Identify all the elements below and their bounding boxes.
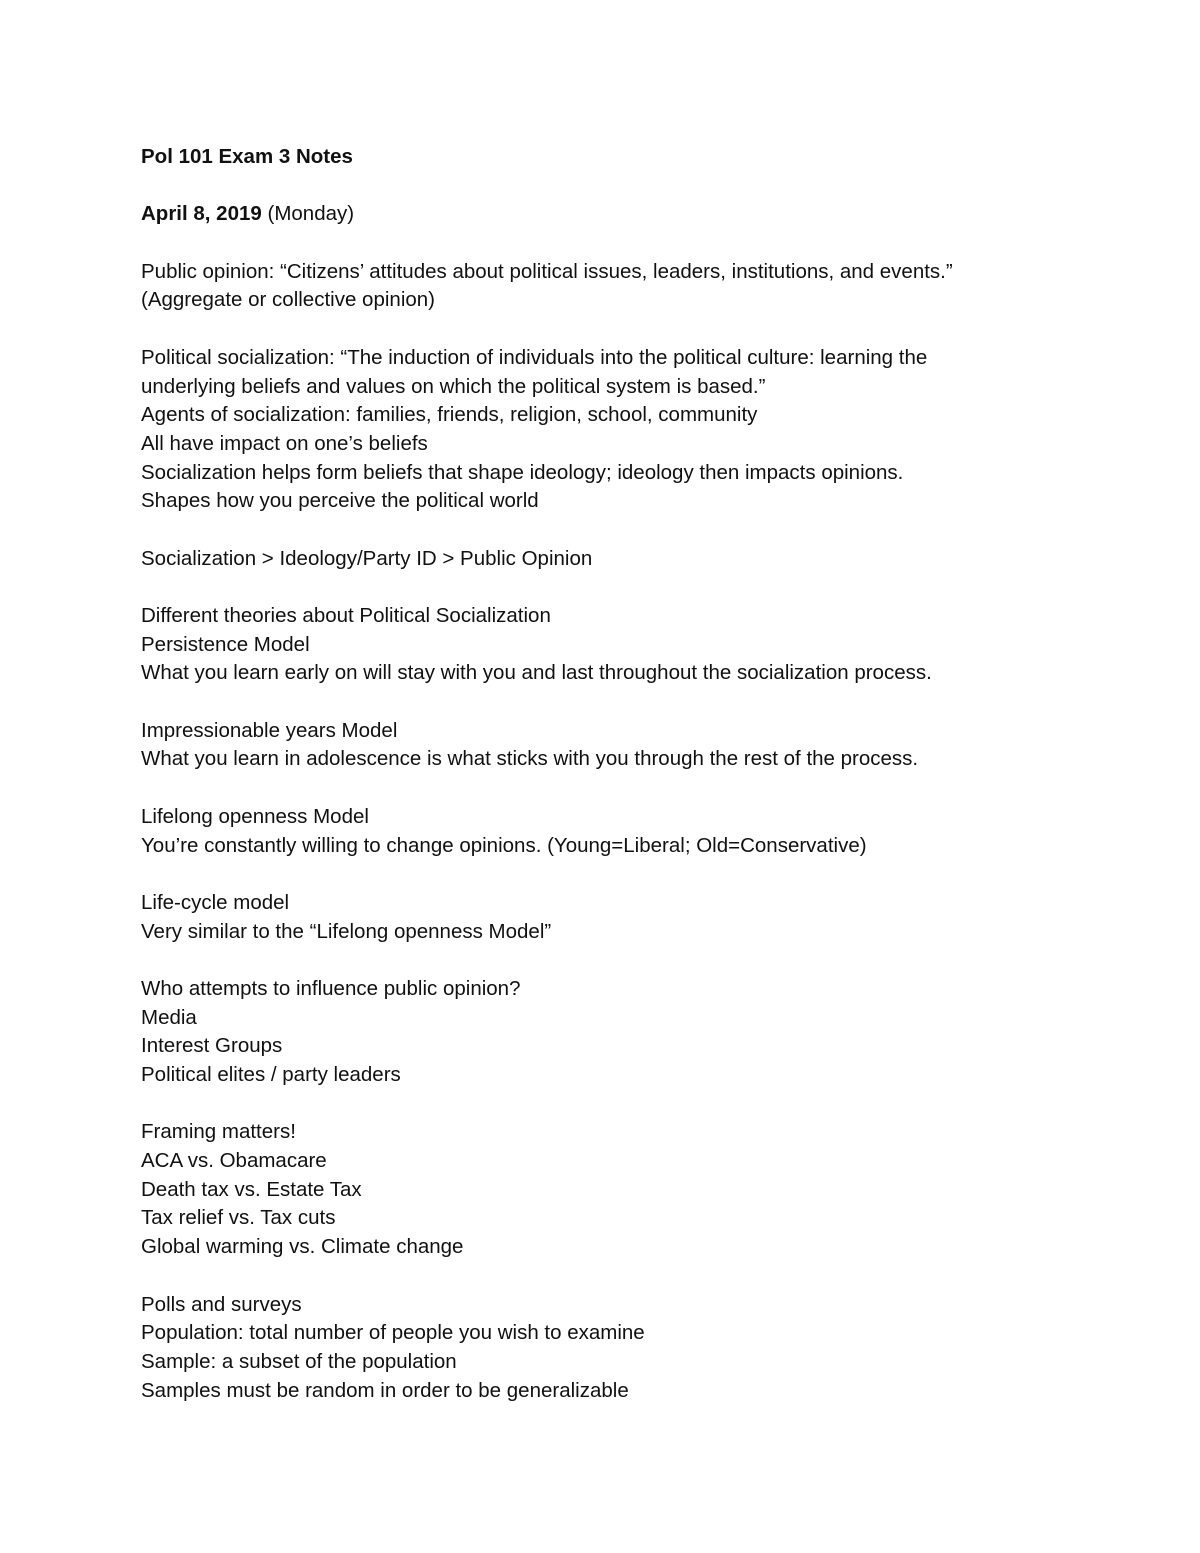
list-item: Media <box>141 1005 197 1029</box>
public-opinion-note: (Aggregate or collective opinion) <box>141 288 435 312</box>
framing-heading: Framing matters! <box>141 1120 296 1144</box>
list-item: Political elites / party leaders <box>141 1063 401 1086</box>
spacer <box>141 1262 1101 1291</box>
spacer <box>141 946 1101 975</box>
polls-heading: Polls and surveys <box>141 1292 302 1316</box>
list-item: Samples must be random in order to be generalizable <box>141 1378 629 1402</box>
spacer <box>141 860 1101 889</box>
persistence-title: Persistence Model <box>141 632 310 656</box>
socialization-impact: All have impact on one’s beliefs <box>141 431 428 455</box>
list-item: ACA vs. Obamacare <box>141 1149 327 1173</box>
spacer <box>141 315 1101 344</box>
public-opinion-definition: Public opinion: “Citizens’ attitudes about political issues, leaders, institutions, and events.” <box>141 259 953 283</box>
lecture-date <box>141 200 1101 229</box>
spacer <box>141 516 1101 545</box>
lifelong-description: You’re constantly willing to change opinions. (Young=Liberal; Old=Conservative) <box>141 833 867 857</box>
list-item: Death tax vs. Estate Tax <box>141 1177 362 1201</box>
spacer <box>141 573 1101 602</box>
socialization-agents: Agents of socialization: families, friends, religion, school, community <box>141 403 758 427</box>
spacer <box>141 774 1101 803</box>
impressionable-description: What you learn in adolescence is what sticks with you through the rest of the process. <box>141 747 919 771</box>
socialization-flow: Socialization > Ideology/Party ID > Public Opinion <box>141 546 593 570</box>
document-body <box>141 143 1101 1405</box>
theories-heading: Different theories about Political Socialization <box>141 604 551 627</box>
list-item: Population: total number of people you wish to examine <box>141 1321 645 1345</box>
socialization-definition-line2: underlying beliefs and values on which the political system is based.” <box>141 374 766 398</box>
influence-heading: Who attempts to influence public opinion? <box>141 976 521 1000</box>
lifelong-title: Lifelong openness Model <box>141 804 369 828</box>
list-item: Sample: a subset of the population <box>141 1349 457 1373</box>
socialization-perceive: Shapes how you perceive the political world <box>141 489 539 513</box>
list-item: Interest Groups <box>141 1034 283 1058</box>
lecture-date-bold: April 8, 2019 <box>141 202 262 226</box>
lecture-date-day: (Monday) <box>261 202 355 226</box>
spacer <box>141 1090 1101 1119</box>
socialization-definition-line1: Political socialization: “The induction of individuals into the political culture: learning the <box>141 345 928 369</box>
persistence-description: What you learn early on will stay with you and last throughout the socialization process. <box>141 661 932 685</box>
list-item: Tax relief vs. Tax cuts <box>141 1206 336 1230</box>
document-title: Pol 101 Exam 3 Notes <box>141 145 353 168</box>
lifecycle-title: Life-cycle model <box>141 890 290 914</box>
spacer <box>141 229 1101 258</box>
socialization-ideology: Socialization helps form beliefs that shape ideology; ideology then impacts opinions. <box>141 460 904 484</box>
list-item: Global warming vs. Climate change <box>141 1235 464 1259</box>
spacer <box>141 688 1101 717</box>
lifecycle-description: Very similar to the “Lifelong openness Model” <box>141 919 552 943</box>
impressionable-title: Impressionable years Model <box>141 718 398 742</box>
spacer <box>141 172 1101 201</box>
